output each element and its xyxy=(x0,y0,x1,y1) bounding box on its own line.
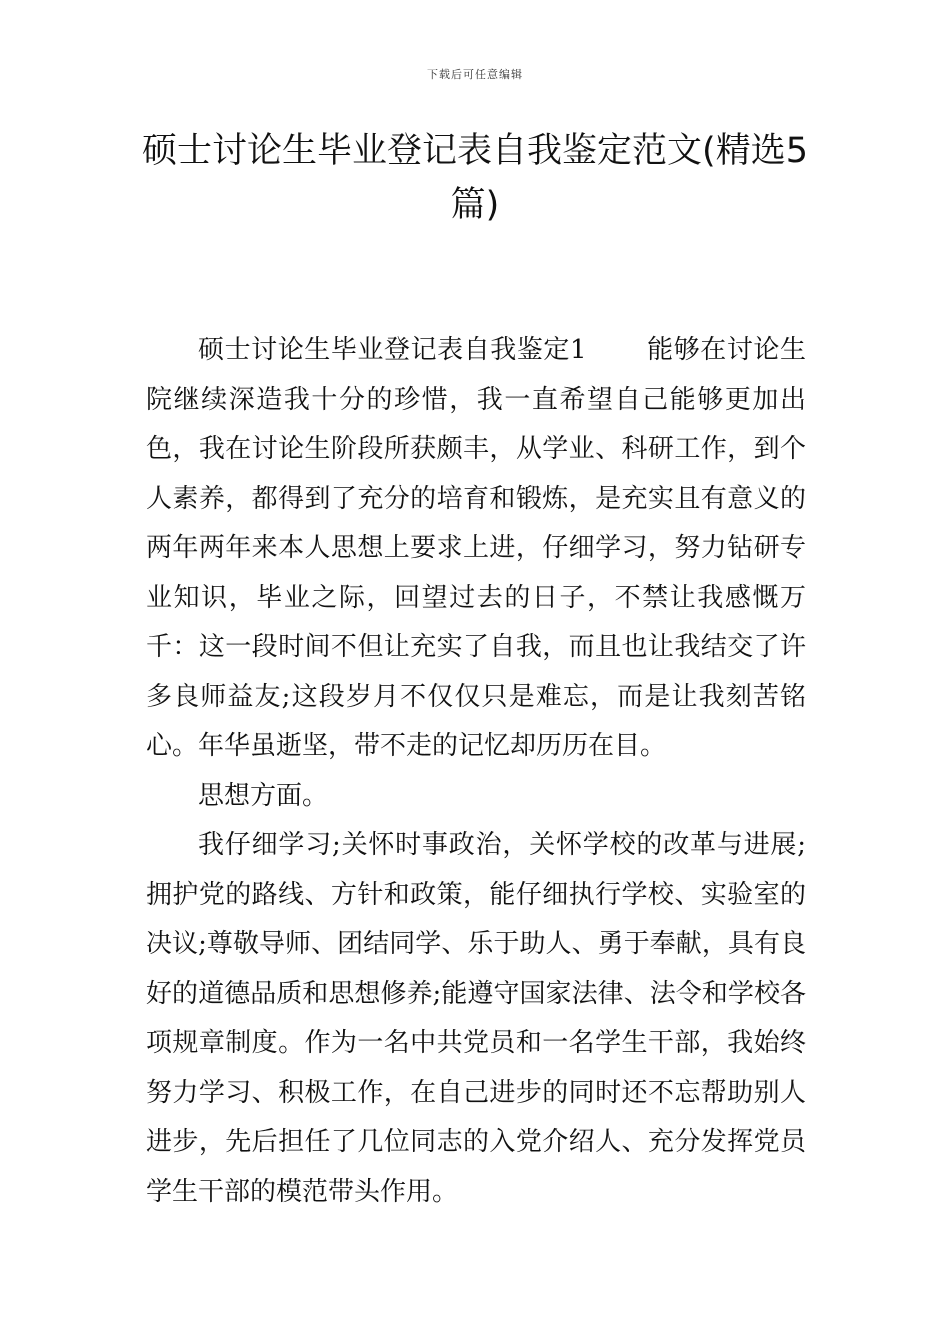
header-note: 下载后可任意编辑 xyxy=(427,68,523,81)
section-1-paragraph xyxy=(146,326,806,772)
section-1-heading: 硕士讨论生毕业登记表自我鉴定1 xyxy=(198,335,587,365)
paragraph-2: 我仔细学习;关怀时事政治，关怀学校的改革与进展;拥护党的路线、方针和政策，能仔细执行学校、实验室的决议;尊敬导师、团结同学、乐于助人、勇于奉献，具有良好的道德品质和思想修养;能遵守国家法律、法令和学校各项规章制度。作为一名中共党员和一名学生干部，我始终努力学习、积极工作，在自己进步的同时还不忘帮助别人进步，先后担任了几位同志的入党介绍人、充分发挥党员学生干部的模范带头作用。 xyxy=(146,830,806,1207)
document-title: 硕士讨论生毕业登记表自我鉴定范文(精选5篇) xyxy=(142,131,808,225)
document-body xyxy=(146,326,806,1217)
subheading-thought: 思想方面。 xyxy=(198,780,329,811)
section-1-body: 能够在讨论生院继续深造我十分的珍惜，我一直希望自己能够更加出色，我在讨论生阶段所获颇丰，从学业、科研工作，到个人素养，都得到了充分的培育和锻炼，是充实且有意义的两年两年来本人思想上要求上进，仔细学习，努力钻研专业知识，毕业之际，回望过去的日子，不禁让我感慨万千：这一段时间不但让充实了自我，而且也让我结交了许多良师益友;这段岁月不仅仅只是难忘，而是让我刻苦铭心。年华虽逝坚，带不走的记忆却历历在目。 xyxy=(146,335,806,761)
